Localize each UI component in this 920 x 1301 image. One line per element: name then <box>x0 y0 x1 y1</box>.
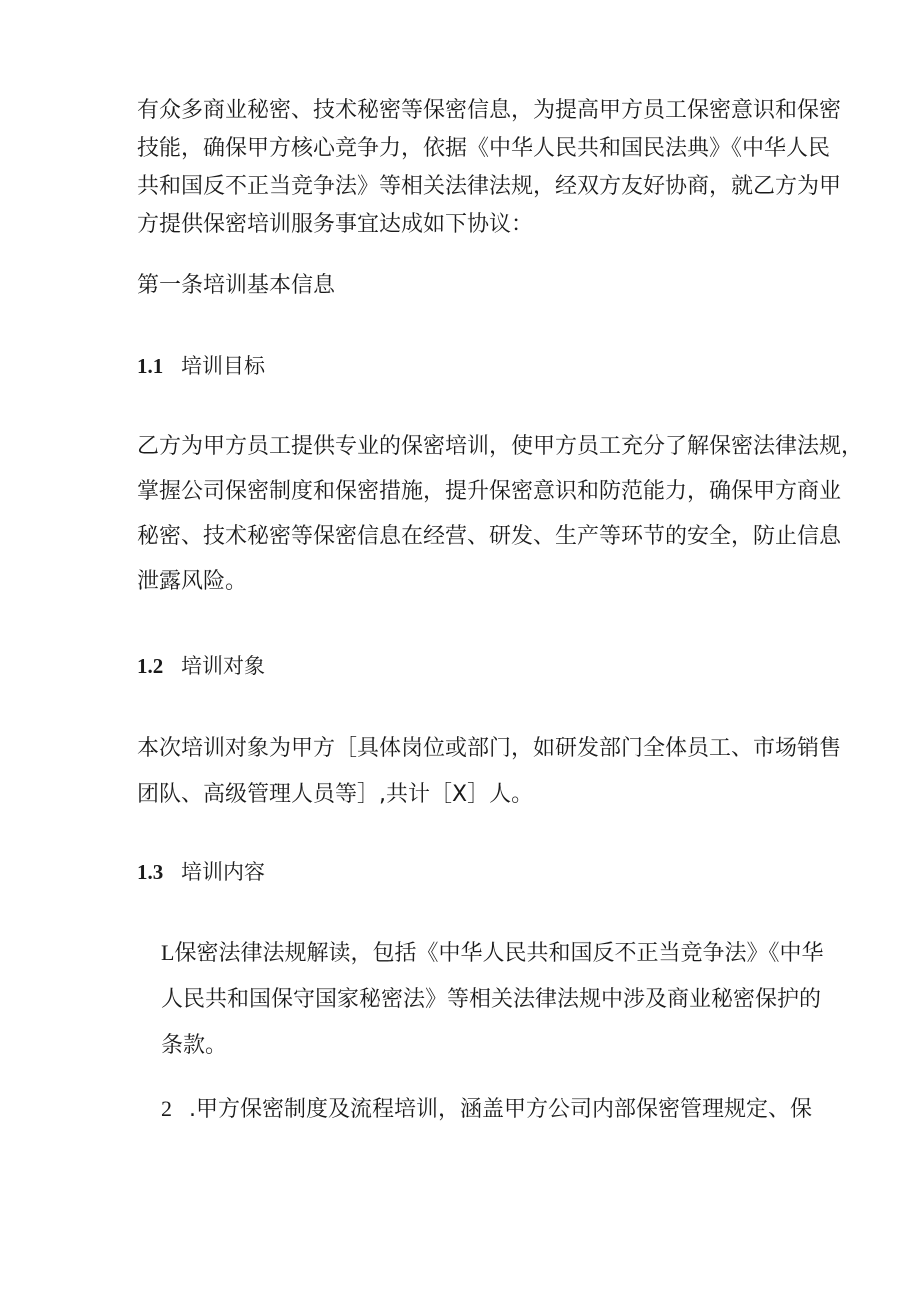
list-item-line: L保密法律法规解读，包括《中华人民共和国反不正当竞争法》《中华 <box>161 940 824 966</box>
intro-line: 共和国反不正当竞争法》等相关法律法规，经双方友好协商，就乙方为甲 <box>137 174 842 199</box>
section-heading-1-1 <box>137 346 265 386</box>
body-line: 秘密、技术秘密等保密信息在经营、研发、生产等环节的安全，防止信息 <box>137 524 842 549</box>
intro-line: 方提供保密培训服务事宜达成如下协议： <box>137 212 534 237</box>
content-list-item-2 <box>161 1086 821 1133</box>
body-line: 泄露风险。 <box>137 569 248 594</box>
body-line: 团队、高级管理人员等］,共计［X］人。 <box>137 782 534 807</box>
list-item-line: 人民共和国保守国家秘密法》等相关法律法规中涉及商业秘密保护的 <box>161 987 822 1012</box>
section-number: 1.3 <box>137 860 164 884</box>
content-list-item-1 <box>161 930 824 1069</box>
list-item-line: 条款。 <box>161 1033 228 1058</box>
list-marker: 2 <box>161 1096 172 1121</box>
section-heading-1-2 <box>137 646 265 686</box>
section-heading-1-3 <box>137 852 265 892</box>
body-line: 掌握公司保密制度和保密措施，提升保密意识和防范能力，确保甲方商业 <box>137 479 842 504</box>
list-marker: L <box>161 940 175 965</box>
section-1-2-body <box>137 726 842 818</box>
intro-line: 有众多商业秘密、技术秘密等保密信息，为提高甲方员工保密意识和保密 <box>137 98 842 123</box>
body-line: 本次培训对象为甲方［具体岗位或部门，如研发部门全体员工、市场销售 <box>137 736 842 761</box>
section-title: 培训对象 <box>181 654 265 678</box>
section-number: 1.1 <box>137 354 164 378</box>
section-1-1-body <box>137 424 864 604</box>
intro-paragraph <box>137 92 842 244</box>
section-number: 1.2 <box>137 654 164 678</box>
body-line: 乙方为甲方员工提供专业的保密培训，使甲方员工充分了解保密法律法规， <box>137 434 864 459</box>
list-item-line: 2 .甲方保密制度及流程培训，涵盖甲方公司内部保密管理规定、保 <box>161 1086 821 1133</box>
article-heading: 第一条培训基本信息 <box>137 273 336 298</box>
intro-line: 技能，确保甲方核心竞争力，依据《中华人民共和国民法典》《中华人民 <box>137 136 831 161</box>
section-title: 培训内容 <box>181 860 265 884</box>
section-title: 培训目标 <box>181 354 265 378</box>
